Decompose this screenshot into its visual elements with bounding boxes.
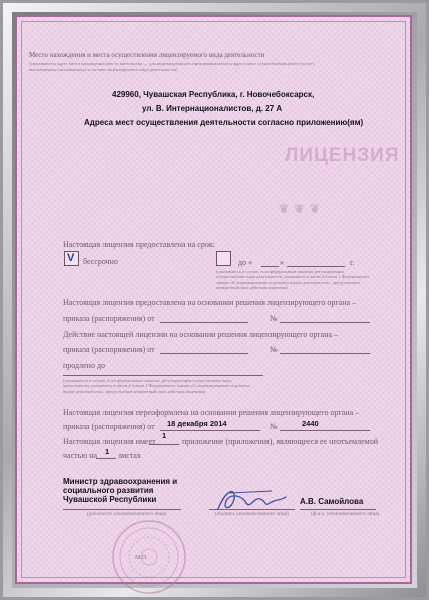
extension-prolonged-label: продлено до bbox=[63, 361, 106, 370]
appendix-count: 1 bbox=[162, 431, 167, 440]
handwritten-signature bbox=[212, 483, 292, 517]
reissue-order-label: приказа (распоряжения) от bbox=[63, 422, 155, 431]
address-line-2: ул. В. Интернационалистов, д. 27 А bbox=[142, 104, 283, 113]
watermark-text: ЛИЦЕНЗИЯ bbox=[285, 145, 400, 166]
reissue-number-line bbox=[280, 430, 370, 431]
reissue-text: Настоящая лицензия переоформлена на основании решения лицензирующего органа – bbox=[63, 408, 360, 417]
check-mark-icon: V bbox=[67, 252, 75, 264]
appendix-sheets: 1 bbox=[105, 447, 110, 456]
address-caption-note-2: выполняемых (оказываемых) в составе лицензируемого вида деятельности) bbox=[29, 67, 178, 72]
term-label: Настоящая лицензия предоставлена на срок: bbox=[63, 240, 215, 249]
basis-number-label: № bbox=[270, 314, 278, 323]
authority-caption: (должность уполномоченного лица) bbox=[87, 511, 167, 517]
signature-caption: (подпись уполномоченного лица) bbox=[215, 511, 289, 517]
extension-number-label: № bbox=[270, 345, 278, 354]
authority-position: Министр здравоохранения и социального развития Чувашской Республики bbox=[63, 477, 178, 504]
extension-number-line bbox=[280, 353, 370, 354]
basis-text: Настоящая лицензия предоставлена на основании решения лицензирующего органа – bbox=[63, 298, 357, 307]
reissue-date-line bbox=[160, 430, 260, 431]
official-name: А.В. Самойлова bbox=[300, 497, 364, 506]
address-caption: Место нахождения и места осуществления лицензируемого вида деятельности bbox=[29, 51, 265, 59]
appendix-sheets-label: листах bbox=[118, 451, 141, 460]
extension-order-label: приказа (распоряжения) от bbox=[63, 345, 155, 354]
term-note: (указывается в случае, если федеральным законом, регулирующим осуществление вида деятельности, указанного в части 4 статьи 1 Федерального закона «О лицензировании отдельных видов деятельности», предусмотрен конкретный срок действия лицензии) bbox=[216, 269, 369, 291]
until-quote-close: » bbox=[280, 258, 284, 267]
indefinite-label: бессрочно bbox=[83, 257, 118, 266]
reissue-number-label: № bbox=[270, 422, 278, 431]
until-date-checkbox bbox=[216, 251, 231, 266]
extension-date-line bbox=[160, 353, 248, 354]
extension-text: Действие настоящей лицензии на основании решения лицензирующего органа – bbox=[63, 330, 339, 339]
authority-line bbox=[63, 509, 181, 510]
official-seal-stamp bbox=[107, 517, 207, 587]
until-day-line bbox=[261, 266, 279, 267]
appendix-text-end: приложение (приложения), являющееся ее неотъемлемой bbox=[182, 437, 378, 446]
watermark-emblem: ❦ ❦ ❦ bbox=[279, 202, 321, 216]
extension-prolonged-line bbox=[63, 375, 263, 376]
appendix-text-start: Настоящая лицензия имеет bbox=[63, 437, 156, 446]
address-line-3: Адреса мест осуществления деятельности согласно приложению(ям) bbox=[84, 118, 364, 127]
basis-date-line bbox=[160, 322, 248, 323]
appendix-sheets-line bbox=[96, 458, 116, 459]
until-label: до « bbox=[238, 258, 253, 267]
address-caption-note: (указываются адрес места нахождения (место жительства — для индивидуального предпринимателя) и адреса мест осуществления работ (услуг), bbox=[29, 61, 316, 66]
extension-note: (указывается в случае, если федеральным законом, регулирующим осуществление вида деятельности, указанного в части 4 статьи 1 Федерального закона «О лицензировании отдельных видов деятельности», предусмотрен конкретный срок действия лицензии) bbox=[63, 378, 250, 394]
indefinite-checkbox bbox=[64, 251, 79, 266]
reissue-number: 2440 bbox=[302, 419, 319, 428]
name-caption: (ф.и.о. уполномоченного лица) bbox=[311, 511, 380, 517]
basis-number-line bbox=[280, 322, 370, 323]
address-line-1: 429960, Чувашская Республика, г. Новочебоксарск, bbox=[112, 90, 315, 99]
until-year-suffix: г. bbox=[350, 258, 355, 267]
appendix-part-label: частью на bbox=[63, 451, 98, 460]
appendix-count-line bbox=[149, 444, 179, 445]
reissue-date: 18 декабря 2014 bbox=[167, 419, 227, 428]
license-form-sheet bbox=[15, 15, 412, 584]
name-line bbox=[300, 509, 376, 510]
basis-order-label: приказа (распоряжения) от bbox=[63, 314, 155, 323]
until-month-line bbox=[287, 266, 345, 267]
stamp-place-mark: М.П. bbox=[135, 555, 148, 561]
